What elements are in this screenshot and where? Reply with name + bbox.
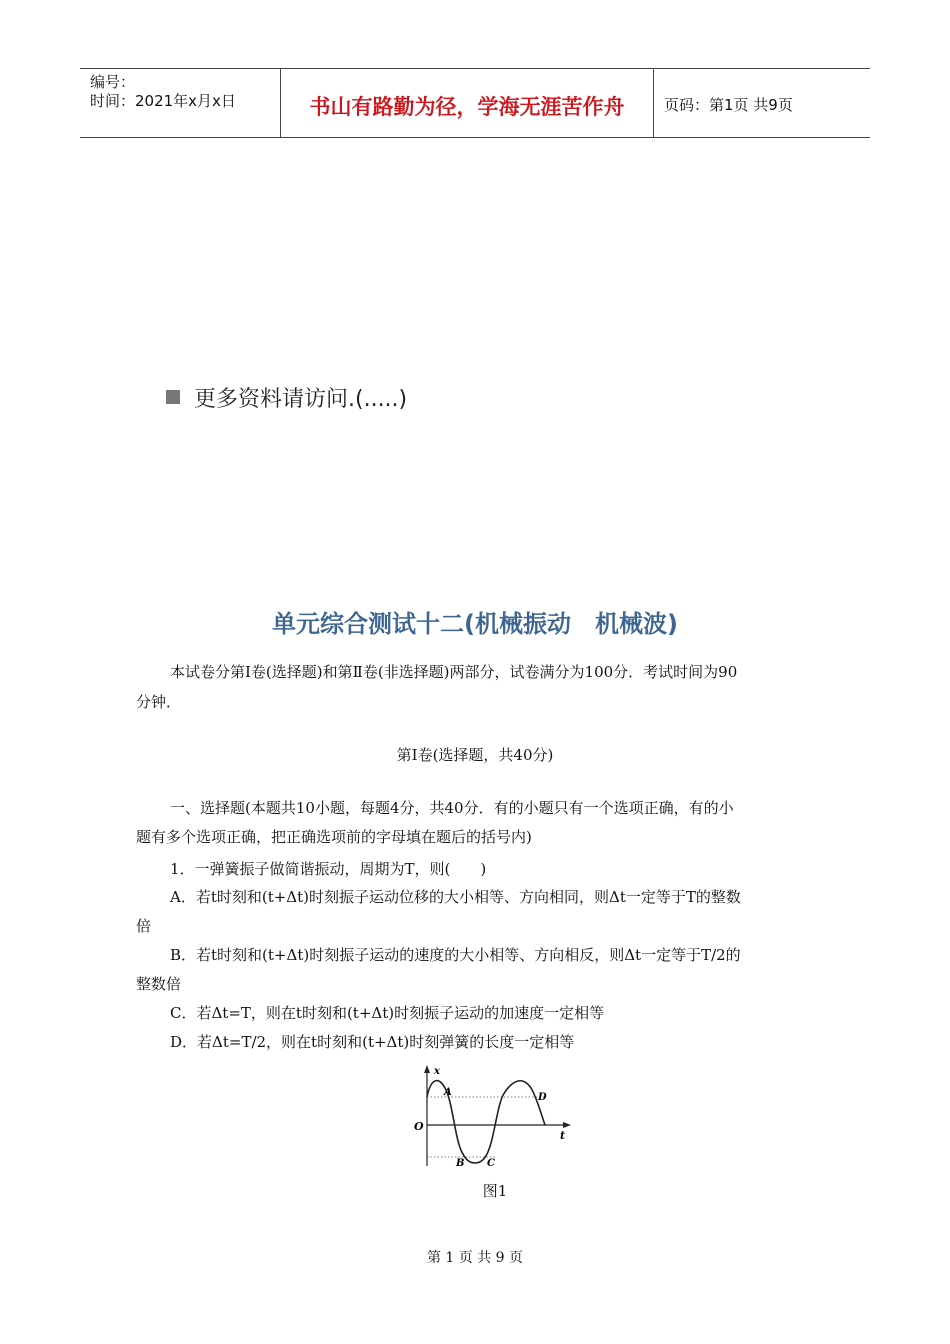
y-axis-arrow-icon xyxy=(424,1065,430,1073)
option-d: D．若Δt=T/2，则在t时刻和(t+Δt)时刻弹簧的长度一定相等 xyxy=(170,1033,575,1051)
point-d-label: D xyxy=(538,1092,547,1103)
promo-line xyxy=(166,382,407,413)
part-heading-line-1: 一、选择题(本题共10小题，每题4分，共40分．有的小题只有一个选项正确，有的小 xyxy=(170,799,734,817)
intro-line-1: 本试卷分第Ⅰ卷(选择题)和第Ⅱ卷(非选择题)两部分，试卷满分为100分．考试时间为90 xyxy=(170,663,738,681)
option-a-line-1: A．若t时刻和(t+Δt)时刻振子运动位移的大小相等、方向相同，则Δt一定等于T的整数 xyxy=(170,888,741,906)
document-title: 单元综合测试十二(机械振动 机械波) xyxy=(272,610,678,638)
option-b-line-2: 整数倍 xyxy=(136,975,182,993)
section-heading: 第Ⅰ卷(选择题，共40分) xyxy=(396,746,554,764)
point-b-label: B xyxy=(456,1158,465,1169)
promo-text: 更多资料请访问.(.....) xyxy=(194,387,408,412)
x-axis-arrow-icon xyxy=(563,1122,571,1128)
option-a-line-2: 倍 xyxy=(136,917,152,935)
time-line: 时间：2021年x月x日 xyxy=(90,92,236,110)
page-info: 页码：第1页 共9页 xyxy=(664,96,793,114)
question-1-stem: 1．一弹簧振子做简谐振动，周期为T，则( ) xyxy=(170,860,487,878)
figure-1-graph xyxy=(405,1062,585,1172)
option-c: C．若Δt=T，则在t时刻和(t+Δt)时刻振子运动的加速度一定相等 xyxy=(170,1004,605,1022)
header-right-cell xyxy=(654,69,870,137)
x-axis-label: t xyxy=(560,1129,566,1142)
page-footer: 第 1 页 共 9 页 xyxy=(426,1250,524,1266)
point-c-label: C xyxy=(487,1158,495,1169)
option-b-line-1: B．若t时刻和(t+Δt)时刻振子运动的速度的大小相等、方向相反，则Δt一定等于T/2的 xyxy=(170,946,741,964)
square-bullet-icon xyxy=(166,390,180,404)
header-left-cell xyxy=(80,69,281,137)
header-table xyxy=(80,68,870,138)
code-label: 编号： xyxy=(90,73,136,91)
intro-line-2: 分钟． xyxy=(136,693,182,711)
part-heading-line-2: 题有多个选项正确，把正确选项前的字母填在题后的括号内) xyxy=(136,828,532,846)
y-axis-label: x xyxy=(434,1066,440,1077)
origin-label: O xyxy=(414,1120,424,1133)
motto: 书山有路勤为径，学海无涯苦作舟 xyxy=(309,95,625,119)
figure-caption: 图1 xyxy=(482,1182,508,1200)
point-a-label: A xyxy=(444,1087,452,1098)
header-middle-cell xyxy=(281,69,654,137)
